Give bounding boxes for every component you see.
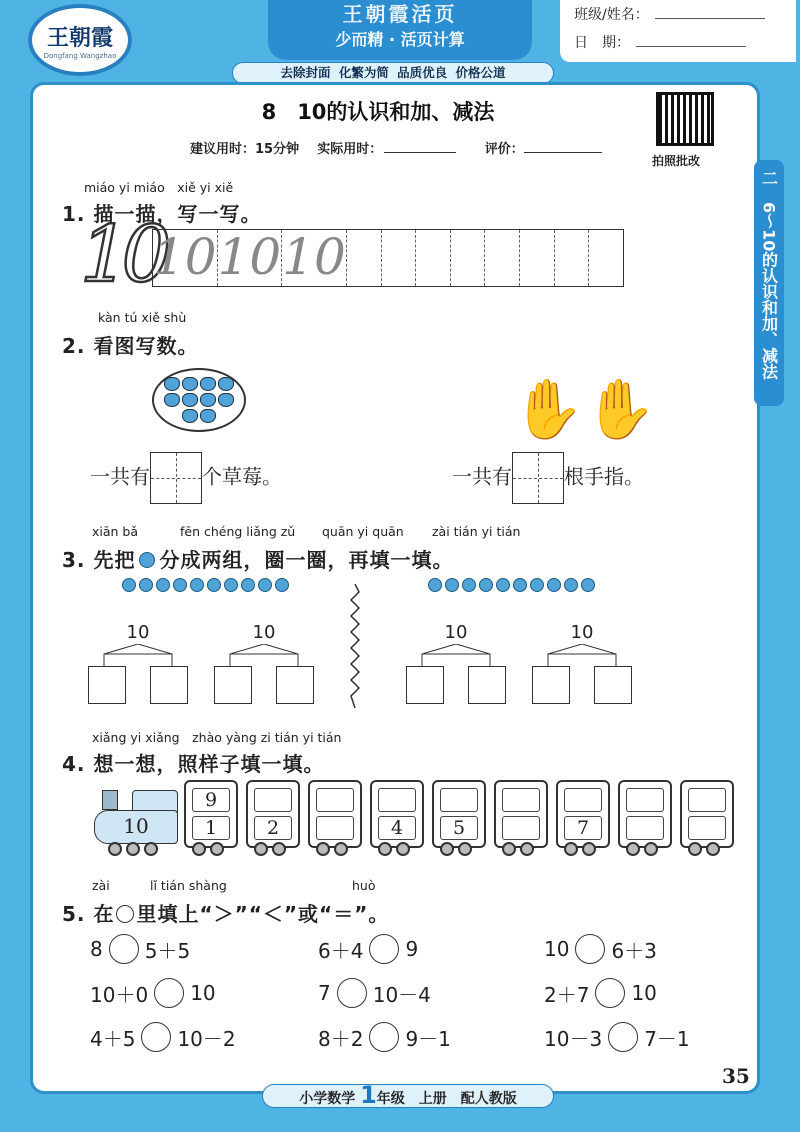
q1-title: 1. 描一描，写一写。 <box>62 202 262 226</box>
class-name-field[interactable] <box>655 18 765 19</box>
blue-dot[interactable] <box>530 578 544 592</box>
q5-pinyin-3: huò <box>352 878 376 893</box>
footer-subject: 小学数学 <box>299 1091 356 1107</box>
q2-left-box[interactable] <box>150 452 202 504</box>
car-top-box[interactable] <box>688 788 726 812</box>
car-top-box[interactable] <box>440 788 478 812</box>
train-car <box>308 780 362 848</box>
bond-total: 10 <box>252 622 276 643</box>
dot-group-right[interactable] <box>428 578 595 592</box>
bond-box[interactable] <box>276 666 314 704</box>
compare-right: 10 <box>190 981 216 1005</box>
compare-left: 4＋5 <box>90 1026 136 1051</box>
q3-title-a: 3. 先把 <box>62 548 136 572</box>
logo-title: 王朝霞 <box>46 24 113 51</box>
compare-right: 10 <box>631 981 657 1005</box>
q2-right-answer <box>452 452 644 504</box>
car-bottom-number: 1 <box>192 816 230 840</box>
car-wheels <box>564 842 596 856</box>
compare-left: 6＋4 <box>318 938 364 963</box>
q3-pinyin-2: fēn chéng liǎng zǔ <box>180 524 296 539</box>
trace-cell[interactable] <box>485 230 520 286</box>
wheel-icon <box>316 842 330 856</box>
car-top-number: 9 <box>192 788 230 812</box>
actual-time-label: 实际用时： <box>317 142 383 157</box>
wheel-icon <box>440 842 454 856</box>
blue-dot[interactable] <box>275 578 289 592</box>
wheel-icon <box>458 842 472 856</box>
compare-circle[interactable] <box>595 978 625 1008</box>
zigzag-divider <box>348 584 362 708</box>
lesson-title: 8 10的认识和加、减法 <box>261 100 495 124</box>
wheel-icon <box>108 842 122 856</box>
compare-item <box>90 934 190 964</box>
q3-title <box>62 544 453 573</box>
class-name-label: 班级/姓名： <box>574 7 649 23</box>
car-top-box[interactable] <box>316 788 354 812</box>
blue-dot[interactable] <box>445 578 459 592</box>
compare-item <box>90 978 216 1008</box>
blue-dot-icon <box>139 552 155 568</box>
student-info-box <box>560 0 796 62</box>
compare-item <box>318 1022 451 1052</box>
car-wheels <box>378 842 410 856</box>
compare-right: 6＋3 <box>611 938 657 963</box>
trace-cell[interactable] <box>416 230 451 286</box>
strawberry-plate <box>152 368 246 432</box>
blue-dot[interactable] <box>564 578 578 592</box>
wheel-icon <box>706 842 720 856</box>
q5-pinyin-2: lǐ tián shàng <box>150 878 227 893</box>
blue-dot[interactable] <box>479 578 493 592</box>
trace-cell[interactable]: 10 <box>153 228 217 286</box>
date-field[interactable] <box>636 46 746 47</box>
qr-code-icon[interactable] <box>656 92 714 146</box>
strawberry-icon <box>200 377 216 391</box>
date-label: 日 期： <box>574 35 630 51</box>
compare-left: 10－3 <box>544 1026 603 1051</box>
compare-circle[interactable] <box>154 978 184 1008</box>
compare-right: 5＋5 <box>144 938 191 963</box>
brand-logo <box>28 4 132 76</box>
trace-cell[interactable] <box>520 230 555 286</box>
blue-dot[interactable] <box>207 578 221 592</box>
blue-dot[interactable] <box>241 578 255 592</box>
q5-title <box>62 898 389 927</box>
car-top-box[interactable] <box>564 788 602 812</box>
q2-right-prefix: 一共有 <box>452 464 512 489</box>
wheel-icon <box>564 842 578 856</box>
q5-title-a: 5. 在 <box>62 902 115 926</box>
q3-pinyin-4: zài tián yi tián <box>432 524 521 539</box>
strawberry-icon <box>164 393 180 407</box>
wheel-icon <box>126 842 140 856</box>
compare-item <box>544 978 657 1008</box>
wheel-icon <box>192 842 206 856</box>
trace-cell[interactable]: 10 <box>282 228 346 286</box>
car-wheels <box>502 842 534 856</box>
blue-dot[interactable] <box>122 578 136 592</box>
trace-cell[interactable] <box>347 230 382 286</box>
strawberry-icon <box>200 409 216 423</box>
strawberry-icon <box>182 377 198 391</box>
q2-right-box[interactable] <box>512 452 564 504</box>
trace-cell[interactable]: 10 <box>217 228 282 286</box>
strawberry-icon <box>182 409 198 423</box>
strawberry-icon <box>200 393 216 407</box>
car-bottom-box[interactable] <box>502 816 540 840</box>
engine-number: 10 <box>94 810 178 844</box>
wheel-icon <box>210 842 224 856</box>
footer-grade-number: 1 <box>360 1081 377 1109</box>
train-car <box>494 780 548 848</box>
strawberry-icon <box>218 377 234 391</box>
compare-right: 9 <box>405 937 419 961</box>
compare-circle[interactable] <box>141 1022 171 1052</box>
blue-dot[interactable] <box>513 578 527 592</box>
bond-box[interactable] <box>468 666 506 704</box>
side-tab-text: 二 6～10的认识和加、减法 <box>759 170 779 380</box>
q1-pinyin: miáo yi miáo xiě yi xiě <box>84 180 234 195</box>
train-car <box>370 780 424 848</box>
q5-title-b: 里填上“＞”“＜”或“＝”。 <box>136 902 390 926</box>
q4-pinyin: xiǎng yi xiǎng zhào yàng zi tián yi tián <box>92 730 342 745</box>
brand-banner <box>268 0 532 60</box>
strawberry-icon <box>182 393 198 407</box>
blue-dot[interactable] <box>190 578 204 592</box>
actual-time-field[interactable] <box>384 152 456 153</box>
car-top-box[interactable] <box>378 788 416 812</box>
compare-circle[interactable] <box>109 934 139 964</box>
q2-pinyin: kàn tú xiě shù <box>98 310 187 325</box>
bond-box[interactable] <box>150 666 188 704</box>
blue-dot[interactable] <box>224 578 238 592</box>
compare-circle[interactable] <box>608 1022 638 1052</box>
number-bond-2 <box>210 622 318 714</box>
wheel-icon <box>520 842 534 856</box>
compare-left: 2＋7 <box>544 982 590 1007</box>
car-wheels <box>254 842 286 856</box>
number-bond-4 <box>528 622 636 714</box>
blue-dot[interactable] <box>428 578 442 592</box>
compare-circle[interactable] <box>369 1022 399 1052</box>
wheel-icon <box>688 842 702 856</box>
wheel-icon <box>378 842 392 856</box>
compare-right: 9－1 <box>405 1026 451 1051</box>
blue-dot[interactable] <box>496 578 510 592</box>
compare-left: 10 <box>544 937 570 961</box>
q2-title: 2. 看图写数。 <box>62 334 199 358</box>
car-bottom-box[interactable] <box>316 816 354 840</box>
number-bond-3 <box>402 622 510 714</box>
blue-dot[interactable] <box>547 578 561 592</box>
car-top-box[interactable] <box>626 788 664 812</box>
engine-wheels <box>108 842 158 856</box>
blue-dot[interactable] <box>581 578 595 592</box>
wheel-icon <box>144 842 158 856</box>
compare-item <box>544 934 657 964</box>
bond-total: 10 <box>444 622 468 643</box>
q2-left-suffix: 个草莓。 <box>202 464 282 489</box>
qr-label: 拍照批改 <box>652 154 701 168</box>
q2-left-prefix: 一共有 <box>90 464 150 489</box>
wheel-icon <box>334 842 348 856</box>
blue-dot[interactable] <box>156 578 170 592</box>
compare-left: 7 <box>318 981 331 1005</box>
car-wheels <box>316 842 348 856</box>
compare-item <box>90 1022 236 1052</box>
hands-icon: ✋✋ <box>512 375 657 443</box>
trace-cell[interactable] <box>451 230 486 286</box>
wheel-icon <box>502 842 516 856</box>
train-car <box>432 780 486 848</box>
evaluation-label: 评价： <box>484 142 524 157</box>
page-number: 35 <box>722 1064 750 1088</box>
q5-pinyin-1: zài <box>92 878 110 893</box>
car-bottom-number: 2 <box>254 816 292 840</box>
wheel-icon <box>396 842 410 856</box>
q3-pinyin-1: xiān bǎ <box>92 524 139 539</box>
q1-sample-number: 10 <box>80 210 164 300</box>
bond-box[interactable] <box>532 666 570 704</box>
bond-box[interactable] <box>214 666 252 704</box>
car-wheels <box>192 842 224 856</box>
bond-total: 10 <box>126 622 150 643</box>
train-car <box>556 780 610 848</box>
wheel-icon <box>272 842 286 856</box>
time-row <box>190 138 602 157</box>
brand-title: 王朝霞活页 <box>342 2 458 26</box>
footer-grade: 年级 上册 配人教版 <box>376 1091 517 1107</box>
q3-title-b: 分成两组，圈一圈，再填一填。 <box>159 548 454 572</box>
car-top-box[interactable] <box>254 788 292 812</box>
compare-right: 7－1 <box>644 1026 690 1051</box>
compare-item <box>318 934 418 964</box>
brand-subtitle: 少而精 · 活页计算 <box>335 30 465 49</box>
blue-dot[interactable] <box>173 578 187 592</box>
compare-left: 8 <box>90 937 103 961</box>
compare-circle[interactable] <box>337 978 367 1008</box>
footer-banner <box>262 1081 554 1109</box>
train-engine <box>92 790 180 846</box>
train-car <box>680 780 734 848</box>
slogan-banner: 去除封面 化繁为简 品质优良 价格公道 <box>232 62 554 84</box>
wheel-icon <box>582 842 596 856</box>
wheel-icon <box>644 842 658 856</box>
car-bottom-box[interactable] <box>688 816 726 840</box>
bond-box[interactable] <box>406 666 444 704</box>
q3-pinyin-3: quān yi quān <box>322 524 404 539</box>
circle-icon <box>116 905 134 923</box>
side-chapter-tab <box>754 160 784 406</box>
car-bottom-number: 7 <box>564 816 602 840</box>
strawberry-icon <box>218 393 234 407</box>
q2-left-answer <box>90 452 282 504</box>
blue-dot[interactable] <box>139 578 153 592</box>
car-wheels <box>440 842 472 856</box>
wheel-icon <box>254 842 268 856</box>
car-bottom-number: 4 <box>378 816 416 840</box>
compare-circle[interactable] <box>575 934 605 964</box>
evaluation-field[interactable] <box>524 152 602 153</box>
compare-circle[interactable] <box>369 934 399 964</box>
trace-cell[interactable] <box>382 230 417 286</box>
compare-right: 10－4 <box>372 982 431 1007</box>
blue-dot[interactable] <box>462 578 476 592</box>
car-wheels <box>626 842 658 856</box>
train-car <box>618 780 672 848</box>
bond-box[interactable] <box>88 666 126 704</box>
car-bottom-box[interactable] <box>626 816 664 840</box>
bond-total: 10 <box>570 622 594 643</box>
q4-title: 4. 想一想，照样子填一填。 <box>62 752 325 776</box>
bond-box[interactable] <box>594 666 632 704</box>
blue-dot[interactable] <box>258 578 272 592</box>
car-bottom-number: 5 <box>440 816 478 840</box>
car-top-box[interactable] <box>502 788 540 812</box>
strawberry-icon <box>164 377 180 391</box>
number-bond-1 <box>84 622 192 714</box>
trace-cell[interactable] <box>589 230 623 286</box>
wheel-icon <box>626 842 640 856</box>
train-car <box>184 780 238 848</box>
suggested-time: 建议用时：15分钟 <box>190 142 300 157</box>
car-wheels <box>688 842 720 856</box>
compare-left: 8＋2 <box>318 1026 364 1051</box>
compare-item <box>318 978 431 1008</box>
logo-subtitle: Dongfang Wangzhao <box>43 51 117 60</box>
dot-group-left[interactable] <box>122 578 289 592</box>
q2-right-suffix: 根手指。 <box>564 464 644 489</box>
trace-cell[interactable] <box>555 230 590 286</box>
compare-right: 10－2 <box>177 1026 236 1051</box>
q1-tracing-grid <box>152 229 624 287</box>
compare-left: 10＋0 <box>90 982 149 1007</box>
compare-item <box>544 1022 690 1052</box>
train-car <box>246 780 300 848</box>
